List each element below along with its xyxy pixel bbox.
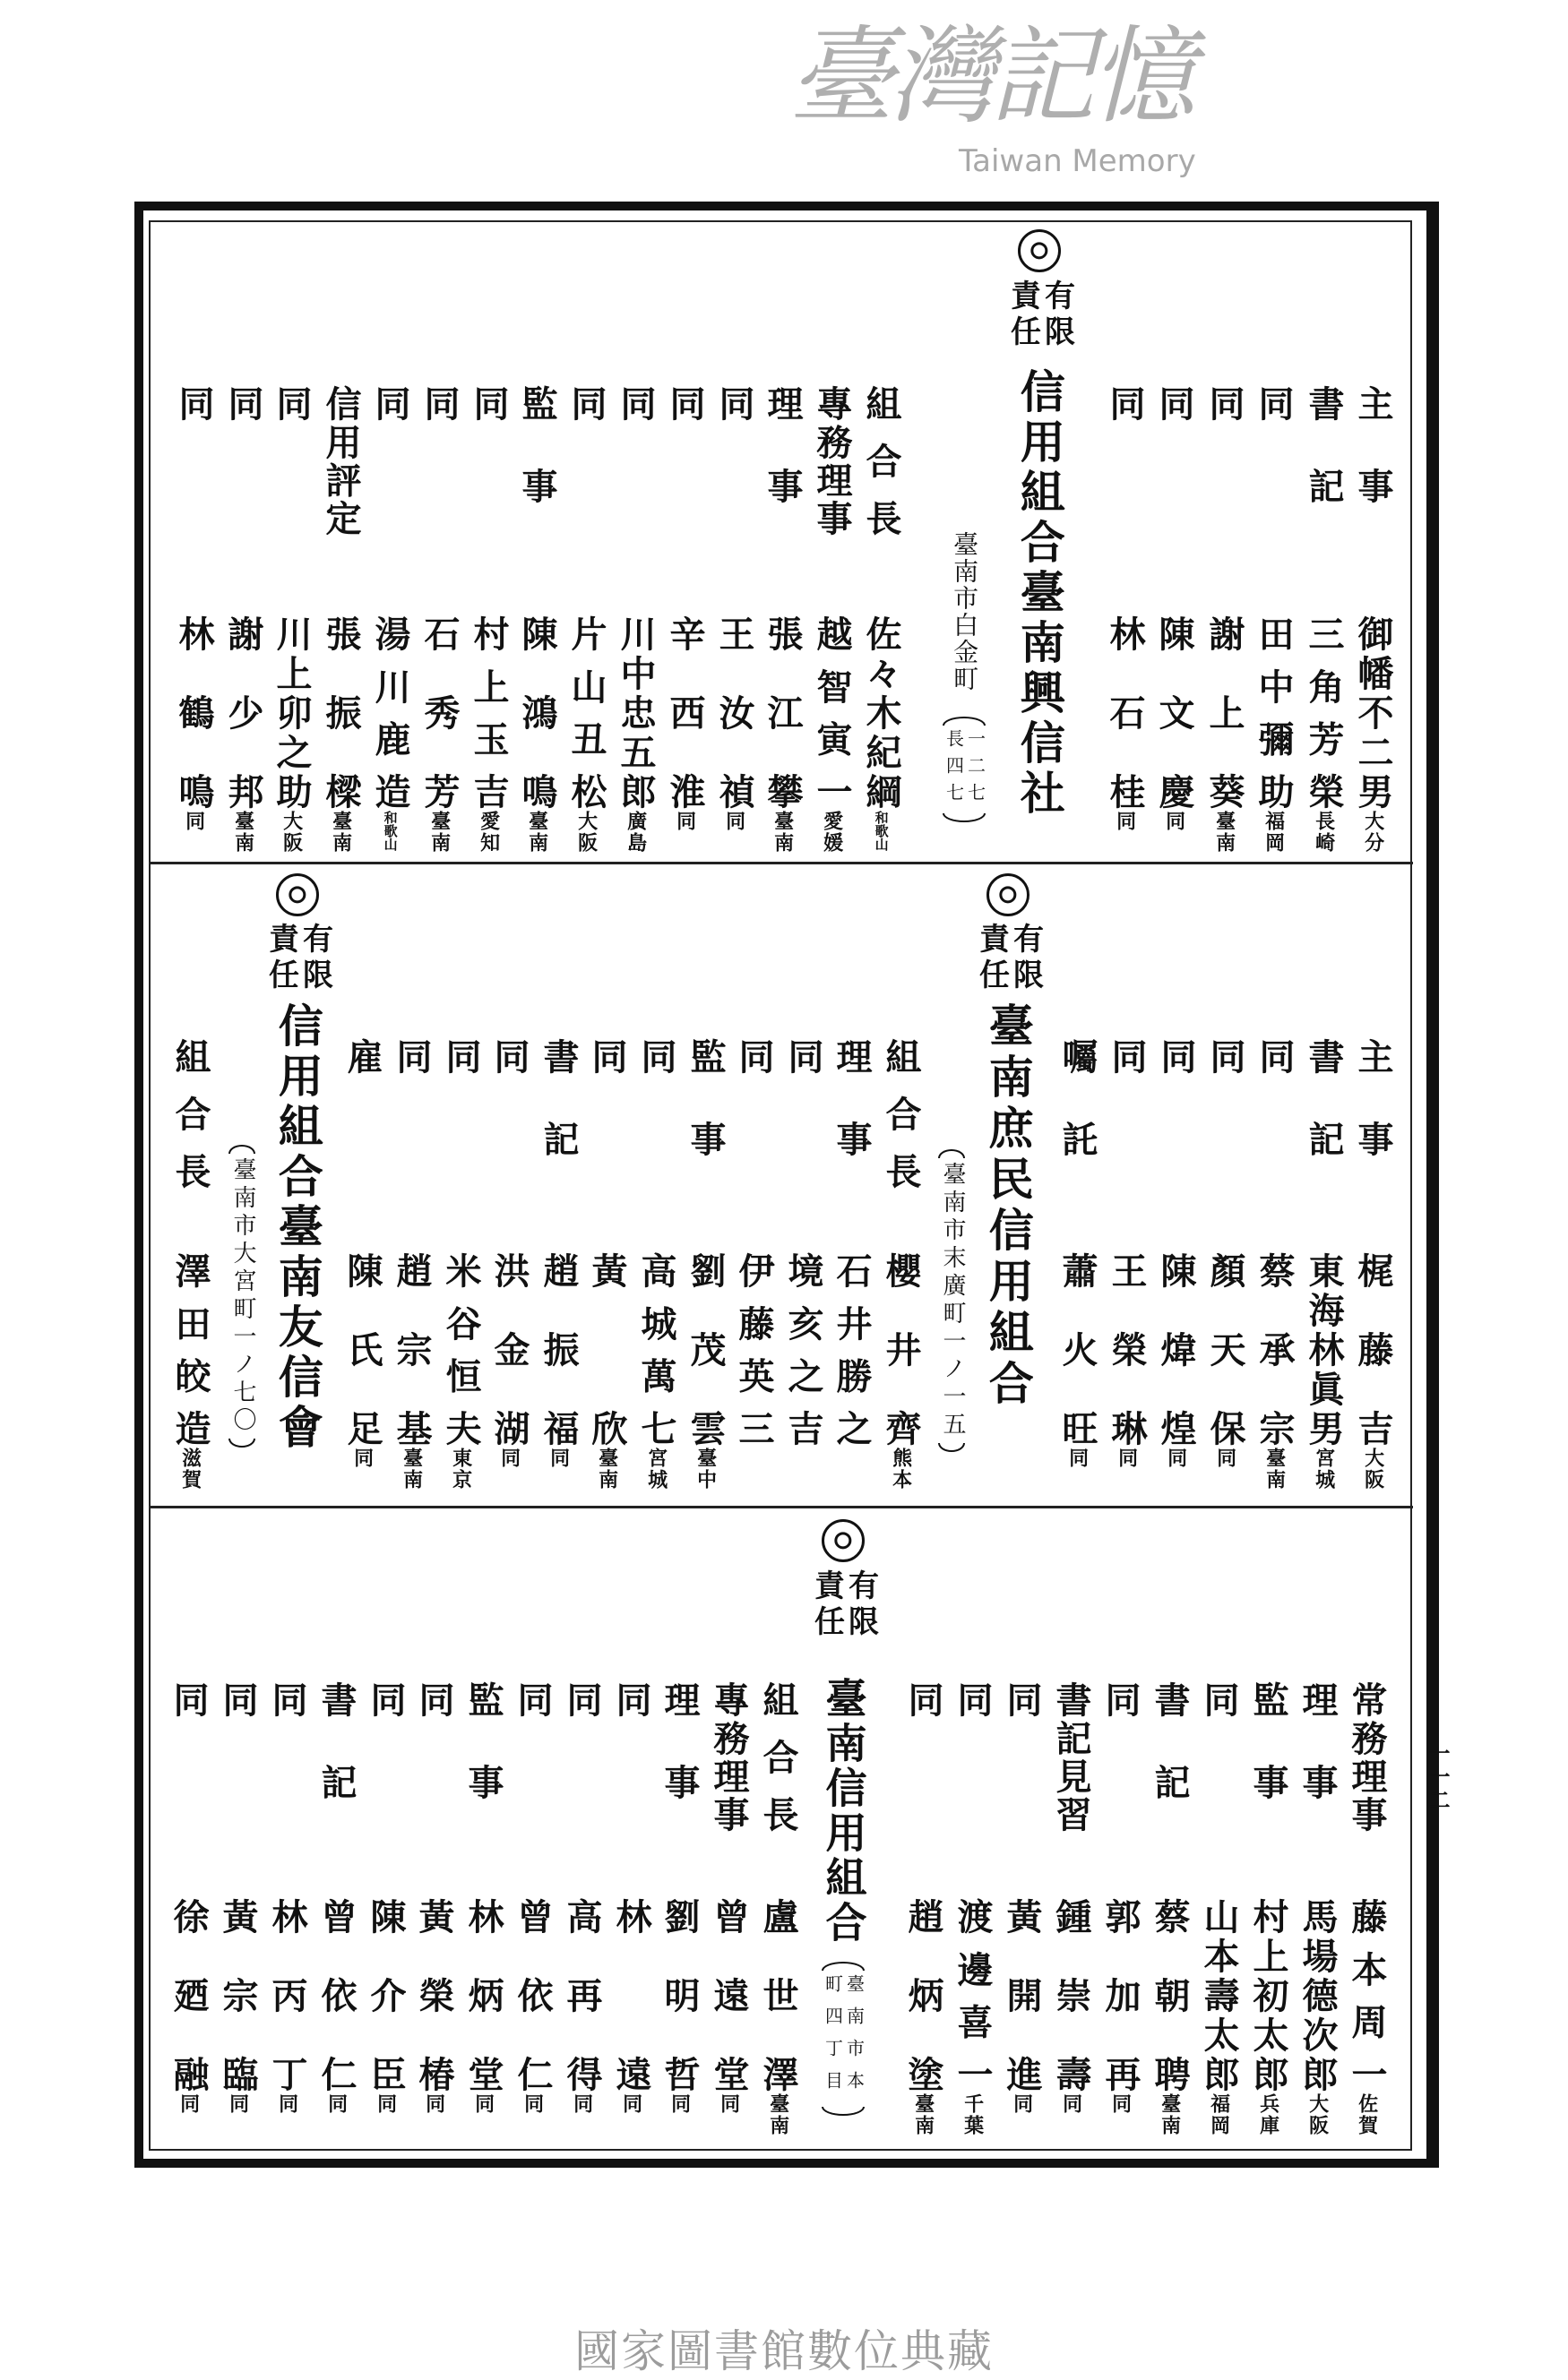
member-name: 林炳堂 [462, 1898, 504, 2092]
member-name: 曾依仁 [315, 1898, 358, 2092]
member-role: 同 [413, 1681, 455, 1717]
member-role: 主事 [1352, 1038, 1394, 1156]
member-role: 同 [488, 1038, 530, 1074]
member-name: 張江攀 [762, 615, 804, 809]
double-circle-icon [276, 873, 319, 916]
member-origin: 同 [1059, 2093, 1083, 2115]
member-role: 書記 [1303, 385, 1345, 503]
member-role: 組合長 [757, 1681, 799, 1832]
member-role: 同 [1254, 1038, 1296, 1074]
member-name: 劉茂雲 [685, 1252, 727, 1446]
member-origin: 大阪 [1361, 1448, 1385, 1491]
member-role: 信用評定 [320, 385, 362, 536]
member-name: 林鶴鳴 [173, 615, 215, 809]
member-origin: 臺南 [911, 2093, 935, 2136]
member-name: 徐廼融 [168, 1898, 210, 2092]
member-role: 同 [1001, 1681, 1043, 1717]
member-origin: 同 [422, 2093, 446, 2115]
member-origin: 臺南 [1212, 811, 1236, 854]
member-name: 米谷恒夫 [440, 1252, 482, 1446]
member-name: 御幡不二男 [1352, 615, 1394, 809]
member-origin: 同 [1213, 1448, 1237, 1469]
member-origin: 長崎 [1312, 811, 1336, 854]
member-origin: 臺南 [766, 2093, 790, 2136]
member-name: 片山丑松 [565, 615, 607, 809]
member-name: 王汝禎 [713, 615, 755, 809]
member-origin: 同 [350, 1448, 375, 1469]
member-role: 同 [512, 1681, 554, 1717]
footer-archive-label: 國家圖書館數位典藏 [574, 2325, 994, 2377]
member-name: 曾依仁 [512, 1898, 554, 2092]
member-role: 組合長 [860, 385, 902, 536]
member-origin: 大分 [1361, 811, 1385, 854]
member-origin: 同 [1065, 1448, 1090, 1469]
member-origin: 臺南 [231, 811, 255, 854]
member-name: 石井勝之 [831, 1252, 873, 1446]
member-role: 同 [391, 1038, 433, 1074]
member-role: 書記 [1149, 1681, 1191, 1800]
member-origin: 臺南 [427, 811, 452, 854]
member-name: 村上初太郎 [1247, 1898, 1289, 2092]
member-role: 常務理事 [1346, 1681, 1388, 1832]
member-name: 劉明哲 [659, 1898, 701, 2092]
member-name: 趙宗基 [391, 1252, 433, 1446]
member-origin: 大阪 [574, 811, 599, 854]
member-origin: 同 [374, 2093, 398, 2115]
watermark-logo: 臺灣記憶 [788, 14, 1191, 138]
member-name: 黃欣 [586, 1252, 628, 1446]
member-role: 監事 [1247, 1681, 1289, 1800]
member-name: 張振樑 [320, 615, 362, 809]
member-origin: 同 [673, 811, 697, 832]
member-origin: 同 [547, 1448, 571, 1469]
double-circle-icon [822, 1519, 865, 1562]
member-role: 同 [664, 385, 706, 421]
member-origin: 臺南 [329, 811, 353, 854]
member-name: 黃開進 [1001, 1898, 1043, 2092]
member-role: 同 [561, 1681, 603, 1717]
member-origin: 臺南 [1158, 2093, 1182, 2136]
member-origin: 同 [182, 811, 206, 832]
member-origin: 熊本 [889, 1448, 913, 1491]
member-role: 同 [266, 1681, 308, 1717]
member-origin: 宮城 [644, 1448, 668, 1491]
member-origin: 臺南 [771, 811, 795, 854]
member-role: 理事 [831, 1038, 873, 1156]
member-name: 蔡朝聘 [1149, 1898, 1191, 2092]
band-divider [150, 862, 1413, 864]
member-name: 佐々木紀綱 [860, 615, 902, 809]
member-name: 田中彌助 [1253, 615, 1295, 809]
member-role: 同 [217, 1681, 259, 1717]
member-role: 同 [1155, 1038, 1197, 1074]
organization-address: 臺南市白金町 [950, 531, 980, 692]
member-role: 同 [782, 1038, 824, 1074]
member-role: 同 [1204, 1038, 1246, 1074]
member-role: 同 [365, 1681, 407, 1717]
member-role: 組合長 [880, 1038, 922, 1189]
member-role: 書記 [315, 1681, 358, 1800]
member-name: 村上玉吉 [468, 615, 510, 809]
member-name: 林遠 [610, 1898, 652, 2092]
member-origin: 同 [717, 2093, 741, 2115]
member-role: 書記 [538, 1038, 580, 1156]
member-name: 東海林眞男 [1303, 1252, 1345, 1446]
member-origin: 臺南 [525, 811, 549, 854]
member-origin: 同 [521, 2093, 545, 2115]
member-role: 同 [565, 385, 607, 421]
member-name: 陳鴻鳴 [516, 615, 558, 809]
member-origin: 同 [177, 2093, 201, 2115]
member-name: 鍾崇壽 [1050, 1898, 1092, 2092]
page-number: 一一二 [1425, 1742, 1451, 1812]
member-origin: 大阪 [1305, 2093, 1330, 2136]
organization-title: 信用組合臺南興信社 [1012, 368, 1066, 820]
address-note: 一二七 [964, 729, 986, 810]
org-type-prefix: 責任 [973, 923, 1010, 994]
member-name: 林丙丁 [266, 1898, 308, 2092]
member-role: 同 [615, 385, 657, 421]
member-origin: 同 [570, 2093, 594, 2115]
member-name: 黃宗臨 [217, 1898, 259, 2092]
member-role: 同 [1106, 1038, 1148, 1074]
member-role: 同 [369, 385, 411, 421]
org-type-prefix: 責任 [1004, 279, 1041, 351]
member-role: 同 [952, 1681, 994, 1717]
member-role: 組合長 [169, 1038, 211, 1189]
member-name: 陳氏足 [341, 1252, 383, 1446]
double-circle-icon [986, 873, 1030, 916]
member-origin: 同 [1113, 811, 1137, 832]
organization-address: 臺南市末廣町一ノ一五 [938, 1162, 966, 1439]
member-name: 陳文慶 [1153, 615, 1195, 809]
member-origin: 同 [1115, 1448, 1139, 1469]
member-name: 陳煒煌 [1155, 1252, 1197, 1446]
member-name: 湯川鹿造 [369, 615, 411, 809]
member-role: 同 [1253, 385, 1295, 421]
member-role: 同 [902, 1681, 944, 1717]
member-role: 同 [418, 385, 461, 421]
member-name: 澤田皎造 [169, 1252, 211, 1446]
member-name: 川中忠五郎 [615, 615, 657, 809]
member-origin: 同 [1164, 1448, 1188, 1469]
member-name: 洪金湖 [488, 1252, 530, 1446]
member-origin: 滋賀 [178, 1448, 202, 1491]
member-name: 陳介臣 [365, 1898, 407, 2092]
member-role: 同 [271, 385, 313, 421]
member-name: 蕭火旺 [1056, 1252, 1098, 1446]
member-name: 盧世澤 [757, 1898, 799, 2092]
member-origin: 同 [226, 2093, 250, 2115]
member-role: 同 [635, 1038, 677, 1074]
member-origin: 同 [668, 2093, 692, 2115]
member-role: 書記見習 [1050, 1681, 1092, 1832]
band-divider [150, 1506, 1413, 1508]
member-name: 山本壽太郎 [1198, 1898, 1240, 2092]
member-name: 越智寅一 [811, 615, 853, 809]
member-origin: 臺中 [694, 1448, 718, 1491]
member-role: 專務理事 [708, 1681, 750, 1832]
member-role: 雇 [341, 1038, 383, 1074]
org-type-prefix: 責任 [263, 923, 299, 994]
member-name: 渡邊喜一 [952, 1898, 994, 2092]
member-origin: 兵庫 [1256, 2093, 1280, 2136]
organization-title: 臺南信用組合 [819, 1677, 868, 1946]
member-origin: 佐賀 [1355, 2093, 1379, 2136]
member-role: 同 [1099, 1681, 1142, 1717]
member-name: 蔡承宗 [1254, 1252, 1296, 1446]
member-origin: 千葉 [961, 2093, 985, 2136]
member-name: 三角芳榮 [1303, 615, 1345, 809]
member-role: 同 [1153, 385, 1195, 421]
org-type-prefix: 有限 [1038, 279, 1075, 351]
member-name: 謝上葵 [1203, 615, 1245, 809]
member-role: 同 [173, 385, 215, 421]
member-name: 王榮琳 [1106, 1252, 1148, 1446]
member-origin: 同 [722, 811, 746, 832]
org-type-prefix: 有限 [297, 923, 333, 994]
member-role: 囑託 [1056, 1038, 1098, 1156]
org-type-prefix: 責任 [808, 1569, 845, 1641]
double-circle-icon [1018, 229, 1061, 272]
member-role: 書記 [1303, 1038, 1345, 1156]
member-role: 監事 [685, 1038, 727, 1156]
organization-title: 信用組合臺南友信會 [271, 1002, 324, 1454]
member-role: 同 [733, 1038, 775, 1074]
member-name: 櫻井齊 [880, 1252, 922, 1446]
member-role: 同 [586, 1038, 628, 1074]
organization-title: 臺南庶民信用組合 [981, 1002, 1035, 1411]
member-origin: 同 [1010, 2093, 1034, 2115]
member-name: 辛西淮 [664, 615, 706, 809]
member-origin: 同 [1108, 2093, 1133, 2115]
member-role: 同 [1104, 385, 1146, 421]
member-name: 黃榮椿 [413, 1898, 455, 2092]
member-name: 伊藤英三 [733, 1252, 775, 1446]
member-origin: 臺南 [1262, 1448, 1287, 1491]
member-origin: 東京 [449, 1448, 473, 1491]
member-name: 境亥之吉 [782, 1252, 824, 1446]
member-name: 川上卯之助 [271, 615, 313, 809]
member-origin: 同 [324, 2093, 349, 2115]
member-origin: 福岡 [1207, 2093, 1231, 2136]
member-origin: 愛知 [477, 811, 501, 854]
organization-address: 臺南市大宮町一ノ七〇 [228, 1157, 256, 1435]
member-name: 石秀芳 [418, 615, 461, 809]
member-role: 同 [1203, 385, 1245, 421]
member-origin: 和歌山 [382, 811, 399, 851]
member-role: 理事 [659, 1681, 701, 1800]
member-role: 同 [610, 1681, 652, 1717]
member-name: 謝少邦 [222, 615, 264, 809]
address-note: 町四丁目 [822, 1974, 844, 2103]
member-origin: 臺南 [595, 1448, 619, 1491]
member-role: 理事 [1297, 1681, 1339, 1800]
member-name: 高再得 [561, 1898, 603, 2092]
member-origin: 福岡 [1262, 811, 1286, 854]
member-name: 藤本周一 [1346, 1898, 1388, 2092]
address-note: 臺南市本 [843, 1974, 866, 2103]
member-origin: 宮城 [1312, 1448, 1336, 1491]
member-origin: 同 [471, 2093, 495, 2115]
member-origin: 廣島 [624, 811, 648, 854]
member-origin: 臺南 [400, 1448, 424, 1491]
member-role: 主事 [1352, 385, 1394, 503]
member-role: 同 [1198, 1681, 1240, 1717]
member-role: 同 [468, 385, 510, 421]
member-name: 趙振福 [538, 1252, 580, 1446]
member-origin: 和歌山 [873, 811, 890, 851]
member-role: 監事 [462, 1681, 504, 1800]
member-name: 郭加再 [1099, 1898, 1142, 2092]
member-role: 專務理事 [811, 385, 853, 536]
member-role: 同 [168, 1681, 210, 1717]
address-note: 長四七 [943, 729, 965, 810]
member-role: 同 [440, 1038, 482, 1074]
member-role: 同 [713, 385, 755, 421]
member-name: 顏天保 [1204, 1252, 1246, 1446]
member-role: 同 [222, 385, 264, 421]
member-origin: 同 [619, 2093, 643, 2115]
member-name: 林石桂 [1104, 615, 1146, 809]
org-type-prefix: 有限 [1007, 923, 1044, 994]
member-origin: 愛媛 [820, 811, 844, 854]
member-name: 梶藤吉 [1352, 1252, 1394, 1446]
member-origin: 同 [1162, 811, 1186, 832]
member-role: 理事 [762, 385, 804, 503]
member-origin: 同 [275, 2093, 299, 2115]
watermark-logo-subtitle: Taiwan Memory [959, 143, 1196, 179]
member-origin: 大阪 [280, 811, 304, 854]
member-origin: 同 [497, 1448, 521, 1469]
member-name: 曾遠堂 [708, 1898, 750, 2092]
member-name: 趙炳塗 [902, 1898, 944, 2092]
member-role: 監事 [516, 385, 558, 503]
member-name: 高城萬七 [635, 1252, 677, 1446]
member-name: 馬場德次郎 [1297, 1898, 1339, 2092]
org-type-prefix: 有限 [842, 1569, 879, 1641]
